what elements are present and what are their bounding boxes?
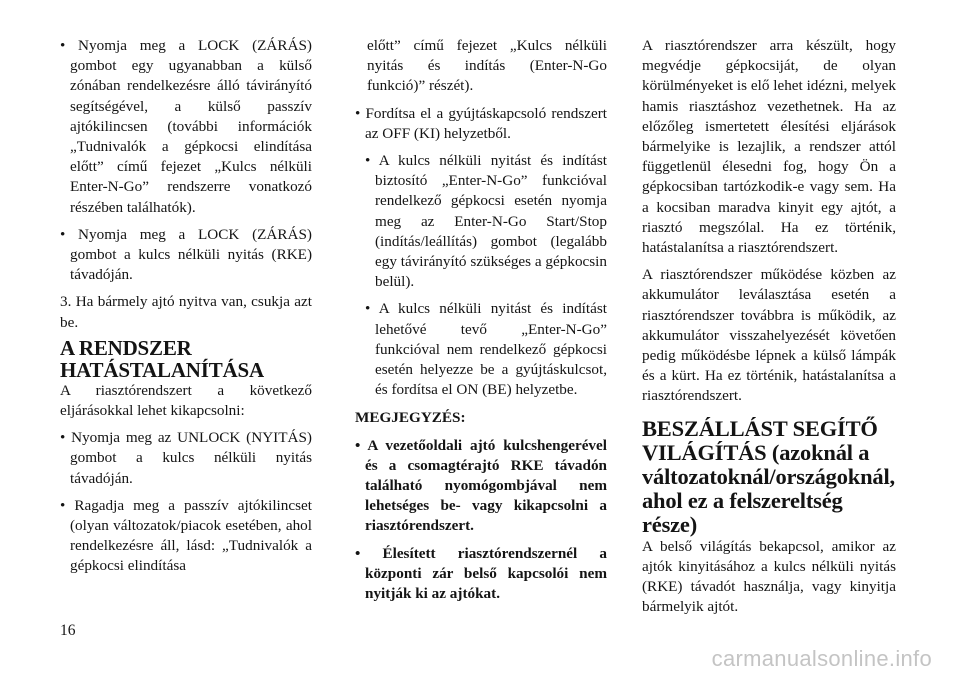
enter-n-go-substep: • A kulcs nélküli nyitást és indítást biztosító „Enter-N-Go” funkcióval rendelkező gépkocsi esetén nyomja meg az Enter-N-Go Start/Stop (indítás/leállítás) gombot (legalább egy távirányító szükséges a gépkocsin belül). [365,152,607,291]
note-title: MEGJEGYZÉS: [355,409,466,427]
lock-step-rke: • Nyomja meg a LOCK (ZÁRÁS) gombot a kulcs nélküli nyitás (RKE) távadóján. [60,225,312,284]
illuminated-entry-heading: BESZÁLLÁST SEGÍTŐ VILÁGÍTÁS (azoknál a változatoknál/országoknál, ahol ez a felszereltség része) [642,415,895,537]
disarm-heading: A RENDSZER HATÁSTALANÍTÁSA [60,335,264,382]
ignition-step: • Fordítsa el a gyújtáskapcsoló rendszert az OFF (KI) helyzetből. [355,104,607,142]
lock-step-remote: • Nyomja meg a LOCK (ZÁRÁS) gombot egy ugyanabban a külső zónában rendelkezésre álló távirányító segítségével, a külső passzív ajtókilincsen (további információk „Tudnivalók a gépkocsi elindítása előtt” című fejezet „Kulcs nélküli Enter-N-Go” rendszerre vonatkozó részében találhatók). [60,37,312,216]
close-doors-step: 3. Ha bármely ajtó nyitva van, csukja azt be. [60,293,312,331]
passive-handle-step: • Ragadja meg a passzív ajtókilincset (olyan változatok/piacok esetében, ahol rendelkezésre áll, lásd: „Tudnivalók a gépkocsi elindítása [60,496,312,575]
right-column [642,36,896,617]
watermark: carmanualsonline.info [711,646,932,671]
unlock-step: • Nyomja meg az UNLOCK (NYITÁS) gombot a kulcs nélküli nyitás távadóján. [60,429,312,487]
page-number: 16 [60,622,76,639]
passive-handle-continued: előtt” című fejezet „Kulcs nélküli nyitás és indítás (Enter-N-Go funkció)” részét). [367,37,607,95]
disarm-intro: A riasztórendszert a következő eljárásokkal lehet kikapcsolni: [60,381,312,420]
false-alarm-paragraph: A riasztórendszer arra készült, hogy megvédje gépkocsiját, de olyan körülményeket is elő lehet idézni, melyek hamis riasztáshoz vezethetnek. Ha az előzőleg ismertetett élesítési eljárások bármelyike is lezajlik, a rendszer attól függetlenül élesedni fog, hogy Ön a gépkocsiban tartózkodik-e vagy sem. Ha a kocsiban maradva kinyit egy ajtót, a riasztó megszólal. Ha ez történik, hatástalanítsa a riasztórendszert. [642,37,896,257]
note-item: • Élesített riasztórendszernél a központi zár belső kapcsolói nem nyitják ki az ajtókat. [355,544,607,603]
key-ignition-substep: • A kulcs nélküli nyitást és indítást lehetővé tevő „Enter-N-Go” funkcióval nem rendelkező gépkocsi esetén helyezze be a gyújtáskulcsot, és fordítsa el ON (BE) helyzetbe. [365,300,607,399]
left-column [60,36,312,577]
middle-column [355,36,607,604]
note-item: • A vezetőoldali ajtó kulcshengerével és a csomagtérajtó RKE távadón található nyomógombjával nem lehetséges be- vagy kikapcsolni a riasztórendszert. [355,436,607,535]
battery-paragraph: A riasztórendszer működése közben az akkumulátor leválasztása esetén a riasztórendszer továbbra is működik, az akkumulátor visszahelyezését követően pedig működésbe lépnek a külső lámpák és a kürt. Ha ez történik, hatástalanítsa a riasztórendszert. [642,266,896,405]
illuminated-entry-paragraph: A belső világítás bekapcsol, amikor az ajtók kinyitásához a kulcs nélküli nyitás (RKE) távadót használja, vagy kinyitja bármelyik ajtót. [642,537,896,616]
